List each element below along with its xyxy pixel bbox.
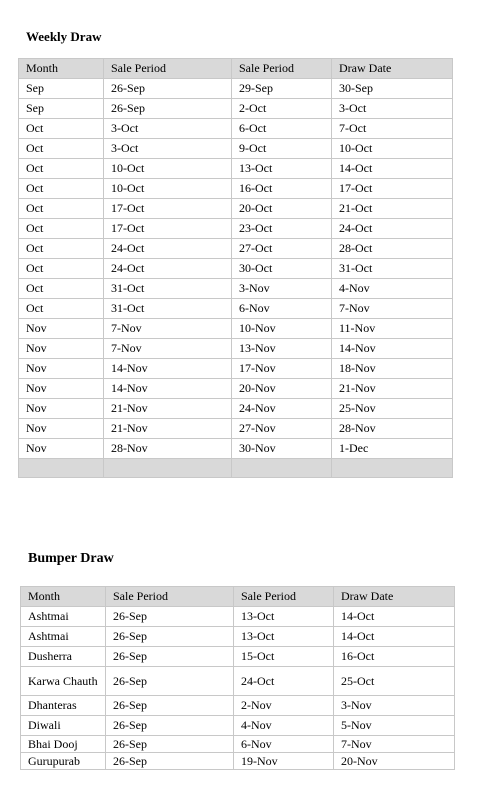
month-cell: Bhai Dooj <box>21 736 106 753</box>
sale-period-start-cell: 7-Nov <box>104 339 232 359</box>
draw-date-cell: 17-Oct <box>332 179 453 199</box>
sale-period-end-cell: 20-Oct <box>232 199 332 219</box>
draw-date-cell: 25-Nov <box>332 399 453 419</box>
sale-period-start-cell: 31-Oct <box>104 299 232 319</box>
draw-date-cell: 7-Nov <box>332 299 453 319</box>
month-cell: Oct <box>19 299 104 319</box>
draw-date-cell: 7-Nov <box>334 736 455 753</box>
sale-period-start-cell: 26-Sep <box>106 753 234 770</box>
draw-date-cell: 3-Nov <box>334 696 455 716</box>
sale-period-end-cell: 9-Oct <box>232 139 332 159</box>
weekly-draw-title: Weekly Draw <box>26 29 102 44</box>
draw-date-cell: 5-Nov <box>334 716 455 736</box>
sale-period-start-cell: 24-Oct <box>104 259 232 279</box>
sale-period-end-cell: 24-Nov <box>232 399 332 419</box>
table-row <box>19 159 453 179</box>
sale-period-start-cell: 14-Nov <box>104 359 232 379</box>
table-row <box>19 299 453 319</box>
sale-period-start-cell: 28-Nov <box>104 439 232 459</box>
month-cell: Oct <box>19 139 104 159</box>
sale-period-end-cell: 6-Nov <box>234 736 334 753</box>
draw-date-cell: 28-Oct <box>332 239 453 259</box>
month-cell: Karwa Chauth <box>21 667 106 696</box>
draw-date-cell: 30-Sep <box>332 79 453 99</box>
table-row <box>19 419 453 439</box>
sale-period-end-cell: 2-Nov <box>234 696 334 716</box>
sale-period-end-cell: 19-Nov <box>234 753 334 770</box>
sale-period-end-cell: 10-Nov <box>232 319 332 339</box>
table-row <box>19 379 453 399</box>
bumper-draw-title: Bumper Draw <box>28 551 114 566</box>
sale-period-end-cell: 30-Nov <box>232 439 332 459</box>
table-row <box>21 753 455 770</box>
sale-period-start-cell: 3-Oct <box>104 119 232 139</box>
empty-cell <box>104 459 232 478</box>
sale-period-start-cell: 26-Sep <box>106 696 234 716</box>
sale-period-end-cell: 6-Oct <box>232 119 332 139</box>
draw-date-cell: 28-Nov <box>332 419 453 439</box>
table-row <box>21 607 455 627</box>
sale-period-end-cell: 13-Oct <box>234 627 334 647</box>
draw-date-cell: 11-Nov <box>332 319 453 339</box>
sale-period-start-cell: 26-Sep <box>106 716 234 736</box>
month-cell: Nov <box>19 339 104 359</box>
month-cell: Nov <box>19 359 104 379</box>
sale-period-end-cell: 23-Oct <box>232 219 332 239</box>
table-row <box>19 199 453 219</box>
sale-period-start-cell: 26-Sep <box>104 99 232 119</box>
table-row <box>19 79 453 99</box>
sale-period-start-cell: 26-Sep <box>106 607 234 627</box>
table-row <box>19 219 453 239</box>
sale-period-end-cell: 27-Nov <box>232 419 332 439</box>
month-cell: Nov <box>19 319 104 339</box>
sale-period-start-cell: 17-Oct <box>104 219 232 239</box>
draw-date-cell: 4-Nov <box>332 279 453 299</box>
sale-period-start-cell: 26-Sep <box>106 647 234 667</box>
sale-period-start-cell: 10-Oct <box>104 179 232 199</box>
draw-date-cell: 18-Nov <box>332 359 453 379</box>
column-header-sale-period-end: Sale Period <box>232 59 332 79</box>
table-row <box>19 279 453 299</box>
table-row <box>21 736 455 753</box>
sale-period-end-cell: 2-Oct <box>232 99 332 119</box>
sale-period-end-cell: 4-Nov <box>234 716 334 736</box>
column-header-sale-period-end: Sale Period <box>234 587 334 607</box>
table-row <box>21 696 455 716</box>
table-row <box>21 627 455 647</box>
month-cell: Oct <box>19 259 104 279</box>
sale-period-end-cell: 16-Oct <box>232 179 332 199</box>
sale-period-end-cell: 6-Nov <box>232 299 332 319</box>
sale-period-start-cell: 26-Sep <box>106 736 234 753</box>
month-cell: Oct <box>19 279 104 299</box>
column-header-draw-date: Draw Date <box>332 59 453 79</box>
sale-period-start-cell: 26-Sep <box>106 627 234 647</box>
table-row <box>19 439 453 459</box>
sale-period-end-cell: 30-Oct <box>232 259 332 279</box>
draw-date-cell: 16-Oct <box>334 647 455 667</box>
draw-date-cell: 10-Oct <box>332 139 453 159</box>
empty-table-row <box>19 459 453 478</box>
draw-date-cell: 25-Oct <box>334 667 455 696</box>
sale-period-start-cell: 21-Nov <box>104 399 232 419</box>
sale-period-end-cell: 27-Oct <box>232 239 332 259</box>
draw-date-cell: 20-Nov <box>334 753 455 770</box>
sale-period-start-cell: 17-Oct <box>104 199 232 219</box>
sale-period-end-cell: 15-Oct <box>234 647 334 667</box>
bumper-draw-table <box>20 586 455 770</box>
table-row <box>19 319 453 339</box>
column-header-sale-period-start: Sale Period <box>106 587 234 607</box>
month-cell: Nov <box>19 399 104 419</box>
sale-period-end-cell: 13-Oct <box>232 159 332 179</box>
weekly-draw-table <box>18 58 453 478</box>
month-cell: Sep <box>19 79 104 99</box>
sale-period-end-cell: 17-Nov <box>232 359 332 379</box>
empty-cell <box>232 459 332 478</box>
month-cell: Nov <box>19 419 104 439</box>
draw-date-cell: 31-Oct <box>332 259 453 279</box>
sale-period-start-cell: 21-Nov <box>104 419 232 439</box>
month-cell: Sep <box>19 99 104 119</box>
empty-cell <box>19 459 104 478</box>
sale-period-end-cell: 13-Nov <box>232 339 332 359</box>
sale-period-end-cell: 24-Oct <box>234 667 334 696</box>
table-header-row <box>21 587 455 607</box>
sale-period-start-cell: 31-Oct <box>104 279 232 299</box>
column-header-month: Month <box>19 59 104 79</box>
draw-date-cell: 21-Nov <box>332 379 453 399</box>
month-cell: Gurupurab <box>21 753 106 770</box>
month-cell: Dhanteras <box>21 696 106 716</box>
sale-period-start-cell: 7-Nov <box>104 319 232 339</box>
month-cell: Ashtmai <box>21 607 106 627</box>
draw-date-cell: 24-Oct <box>332 219 453 239</box>
sale-period-start-cell: 10-Oct <box>104 159 232 179</box>
sale-period-end-cell: 3-Nov <box>232 279 332 299</box>
column-header-sale-period-start: Sale Period <box>104 59 232 79</box>
month-cell: Diwali <box>21 716 106 736</box>
month-cell: Ashtmai <box>21 627 106 647</box>
draw-date-cell: 21-Oct <box>332 199 453 219</box>
month-cell: Oct <box>19 119 104 139</box>
draw-date-cell: 14-Oct <box>334 627 455 647</box>
month-cell: Oct <box>19 179 104 199</box>
sale-period-start-cell: 24-Oct <box>104 239 232 259</box>
month-cell: Nov <box>19 379 104 399</box>
table-row <box>19 259 453 279</box>
draw-date-cell: 14-Oct <box>334 607 455 627</box>
table-row <box>19 139 453 159</box>
table-row <box>19 359 453 379</box>
draw-date-cell: 14-Nov <box>332 339 453 359</box>
column-header-month: Month <box>21 587 106 607</box>
table-row <box>19 399 453 419</box>
table-row <box>19 179 453 199</box>
month-cell: Oct <box>19 219 104 239</box>
table-row <box>19 99 453 119</box>
column-header-draw-date: Draw Date <box>334 587 455 607</box>
month-cell: Oct <box>19 239 104 259</box>
sale-period-end-cell: 20-Nov <box>232 379 332 399</box>
sale-period-start-cell: 26-Sep <box>106 667 234 696</box>
month-cell: Oct <box>19 159 104 179</box>
empty-cell <box>332 459 453 478</box>
table-row <box>19 339 453 359</box>
month-cell: Oct <box>19 199 104 219</box>
month-cell: Dusherra <box>21 647 106 667</box>
table-row <box>21 647 455 667</box>
sale-period-start-cell: 3-Oct <box>104 139 232 159</box>
table-row <box>19 239 453 259</box>
table-header-row <box>19 59 453 79</box>
sale-period-end-cell: 13-Oct <box>234 607 334 627</box>
draw-date-cell: 1-Dec <box>332 439 453 459</box>
sale-period-start-cell: 14-Nov <box>104 379 232 399</box>
draw-date-cell: 7-Oct <box>332 119 453 139</box>
month-cell: Nov <box>19 439 104 459</box>
sale-period-end-cell: 29-Sep <box>232 79 332 99</box>
table-row <box>19 119 453 139</box>
table-row <box>21 716 455 736</box>
draw-date-cell: 3-Oct <box>332 99 453 119</box>
sale-period-start-cell: 26-Sep <box>104 79 232 99</box>
draw-date-cell: 14-Oct <box>332 159 453 179</box>
table-row <box>21 667 455 696</box>
